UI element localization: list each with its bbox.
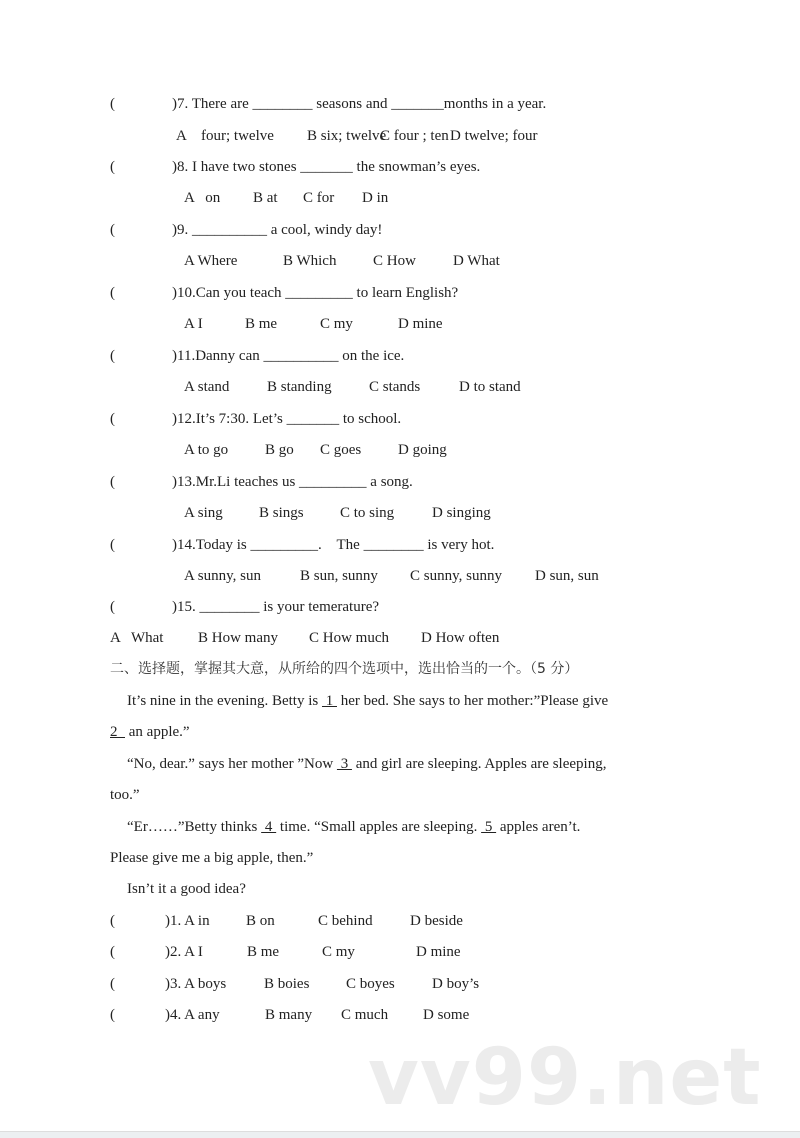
section-heading: 二、选择题，掌握其大意，从所给的四个选项中，选出恰当的一个。（5 分） [110, 661, 579, 677]
blank-2: 2 [110, 724, 125, 740]
option-a: A sunny, sun [184, 568, 261, 584]
option-d: D mine [398, 316, 443, 332]
question-14: )14.Today is _________. The ________ is very hot. [172, 537, 495, 553]
passage-text: an apple.” [125, 724, 190, 740]
option-b: B Which [283, 253, 337, 269]
answer-3-a: )3. A boys [165, 976, 227, 992]
passage-line-2 [110, 722, 190, 742]
option-a: A Where [184, 253, 238, 269]
question-10: )10.Can you teach _________ to learn English? [172, 285, 459, 301]
option-b: B sun, sunny [300, 568, 378, 584]
option-d: D What [453, 253, 500, 269]
option-d: D How often [421, 630, 500, 646]
option-a: A What [110, 630, 164, 646]
question-9: )9. __________ a cool, windy day! [172, 222, 383, 238]
option-a: A sing [184, 505, 223, 521]
option-c: C stands [369, 379, 421, 395]
question-11: )11.Danny can __________ on the ice. [172, 348, 405, 364]
option-c: C goes [320, 442, 362, 458]
option-b: B sings [259, 505, 304, 521]
question-13: )13.Mr.Li teaches us _________ a song. [172, 474, 413, 490]
answer-paren: ( [110, 976, 115, 992]
answer-3-c: C boyes [346, 976, 395, 992]
answer-paren: ( [110, 96, 115, 112]
question-15: )15. ________ is your temerature? [172, 599, 380, 615]
blank-1: 1 [321, 693, 337, 709]
blank-5: 5 [481, 819, 497, 835]
option-b: B me [245, 316, 278, 332]
answer-paren: ( [110, 222, 115, 238]
answer-2-a: )2. A I [165, 944, 203, 960]
answer-paren: ( [110, 348, 115, 364]
answer-paren: ( [110, 285, 115, 301]
option-c: C to sing [340, 505, 395, 521]
answer-paren: ( [110, 913, 115, 929]
option-a: A four; twelve [176, 128, 274, 144]
option-c: C my [320, 316, 353, 332]
option-a: A to go [184, 442, 229, 458]
option-c: C four ; ten [380, 128, 449, 144]
option-d: D singing [432, 505, 491, 521]
option-c: C for [303, 190, 335, 206]
answer-paren: ( [110, 159, 115, 175]
passage-line-7: Isn’t it a good idea? [127, 881, 246, 897]
option-d: D in [362, 190, 389, 206]
option-c: C sunny, sunny [410, 568, 502, 584]
passage-line-5 [127, 817, 580, 837]
answer-1-b: B on [246, 913, 275, 929]
answer-1-d: D beside [410, 913, 463, 929]
passage-line-4: too.” [110, 787, 140, 803]
answer-2-c: C my [322, 944, 355, 960]
blank-4: 4 [261, 819, 277, 835]
passage-text: “No, dear.” says her mother ”Now [127, 756, 337, 772]
passage-line-3 [127, 754, 606, 774]
option-b: B six; twelve [307, 128, 387, 144]
option-a: A stand [184, 379, 230, 395]
answer-3-b: B boies [264, 976, 310, 992]
answer-4-c: C much [341, 1007, 389, 1023]
answer-2-b: B me [247, 944, 280, 960]
answer-4-b: B many [265, 1007, 313, 1023]
option-a: A I [184, 316, 203, 332]
answer-paren: ( [110, 1007, 115, 1023]
passage-line-1 [127, 691, 608, 711]
answer-2-d: D mine [416, 944, 461, 960]
option-d: D sun, sun [535, 568, 599, 584]
passage-text: “Er……”Betty thinks [127, 819, 262, 835]
question-12: )12.It’s 7:30. Let’s _______ to school. [172, 411, 402, 427]
passage-text: her bed. She says to her mother:”Please give [336, 693, 609, 709]
option-b: B How many [198, 630, 278, 646]
option-d: D going [398, 442, 447, 458]
watermark: vv99.net [368, 1033, 762, 1123]
answer-1-a: )1. A in [165, 913, 210, 929]
option-b: B go [265, 442, 294, 458]
passage-text: time. “Small apples are sleeping. [276, 819, 482, 835]
option-b: B standing [267, 379, 332, 395]
option-d: D twelve; four [450, 128, 538, 144]
option-c: C How much [309, 630, 389, 646]
answer-paren: ( [110, 944, 115, 960]
option-d: D to stand [459, 379, 521, 395]
passage-text: apples aren’t. [496, 819, 581, 835]
option-c: C How [373, 253, 416, 269]
answer-4-d: D some [423, 1007, 470, 1023]
answer-4-a: )4. A any [165, 1007, 220, 1023]
question-7: )7. There are ________ seasons and _______months in a year. [172, 96, 547, 112]
question-8: )8. I have two stones _______ the snowman’s eyes. [172, 159, 481, 175]
option-a: A on [184, 190, 221, 206]
answer-paren: ( [110, 537, 115, 553]
answer-3-d: D boy’s [432, 976, 480, 992]
answer-paren: ( [110, 474, 115, 490]
answer-paren: ( [110, 411, 115, 427]
passage-text: and girl are sleeping. Apples are sleeping, [351, 756, 607, 772]
answer-paren: ( [110, 599, 115, 615]
blank-3: 3 [336, 756, 352, 772]
answer-1-c: C behind [318, 913, 373, 929]
passage-text: It’s nine in the evening. Betty is [127, 693, 322, 709]
option-b: B at [253, 190, 278, 206]
passage-line-6: Please give me a big apple, then.” [110, 850, 314, 866]
